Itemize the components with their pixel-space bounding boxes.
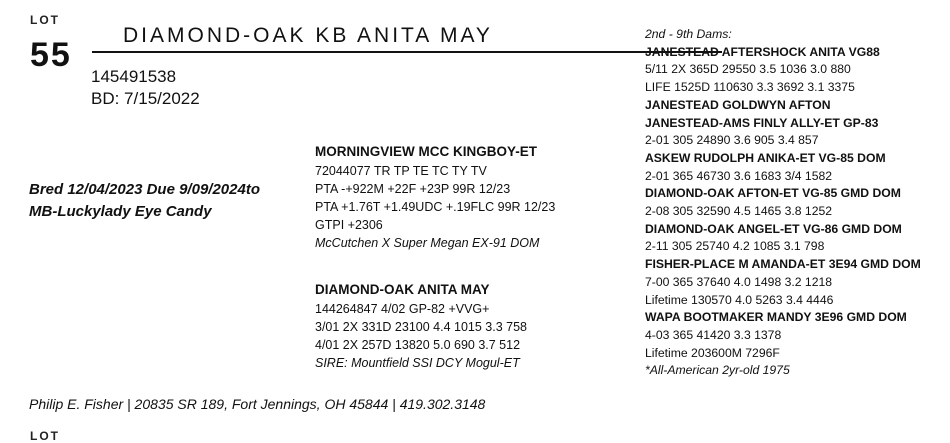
title-rule [92,51,722,53]
dam-line: 3/01 2X 331D 23100 4.4 1015 3.3 758 [315,320,527,334]
dam-entry-name: ASKEW RUDOLPH ANIKA-ET VG-85 DOM [645,150,886,165]
dam-block [315,280,527,372]
dam-entry-record: 7-00 365 37640 4.0 1498 3.2 1218 [645,274,833,289]
dam-entry-record: 2-11 305 25740 4.2 1085 3.1 798 [645,239,825,254]
bred-line-1: Bred 12/04/2023 Due 9/09/2024to [29,181,260,198]
dam-entry-record: Lifetime 203600M 7296F [645,345,780,360]
sire-line: GTPI +2306 [315,218,383,232]
dam-entry-record: 2-01 365 46730 3.6 1683 3/4 1582 [645,168,833,183]
sire-line: PTA +1.76T +1.49UDC +.19FLC 99R 12/23 [315,200,556,214]
dam-entry-name: JANESTEAD-AMS FINLY ALLY-ET GP-83 [645,115,879,130]
sire-line: 72044077 TR TP TE TC TY TV [315,164,487,178]
bred-info [29,179,260,223]
sire-pedigree: McCutchen X Super Megan EX-91 DOM [315,236,540,250]
dam-entry-name: DIAMOND-OAK ANGEL-ET VG-86 GMD DOM [645,221,902,236]
dams-block [645,26,921,380]
dam-entry-name: FISHER-PLACE M AMANDA-ET 3E94 GMD DOM [645,257,921,272]
dam-name: DIAMOND-OAK ANITA MAY [315,282,490,297]
lot-label: LOT [30,13,60,27]
dams-header: 2nd - 9th Dams: [645,27,732,41]
dam-line: 4/01 2X 257D 13820 5.0 690 3.7 512 [315,338,521,352]
registration-number: 145491538 [91,67,177,86]
dam-entry-name: JANESTEAD GOLDWYN AFTON [645,97,831,112]
animal-title: DIAMOND-OAK KB ANITA MAY [123,24,493,47]
dams-note: *All-American 2yr-old 1975 [645,363,790,378]
dam-entry-record: LIFE 1525D 110630 3.3 3692 3.1 3375 [645,80,855,95]
sire-name: MORNINGVIEW MCC KINGBOY-ET [315,144,537,159]
dam-entry-name: JANESTEAD AFTERSHOCK ANITA VG88 [645,44,880,59]
dam-entry-name: DIAMOND-OAK AFTON-ET VG-85 GMD DOM [645,186,901,201]
sire-block [315,142,555,252]
dam-sire: SIRE: Mountfield SSI DCY Mogul-ET [315,356,520,370]
dam-entry-name: WAPA BOOTMAKER MANDY 3E96 GMD DOM [645,310,907,325]
next-lot-label: LOT [30,429,60,443]
dam-line: 144264847 4/02 GP-82 +VVG+ [315,302,490,316]
bred-line-2: MB-Luckylady Eye Candy [29,203,212,220]
dam-entry-record: 5/11 2X 365D 29550 3.5 1036 3.0 880 [645,62,851,77]
consignor-contact: Philip E. Fisher | 20835 SR 189, Fort Jennings, OH 45844 | 419.302.3148 [29,396,486,412]
sire-line: PTA -+922M +22F +23P 99R 12/23 [315,182,511,196]
dam-entry-record: 4-03 365 41420 3.3 1378 [645,327,782,342]
dam-entry-record: Lifetime 130570 4.0 5263 3.4 4446 [645,292,834,307]
dam-entry-record: 2-01 305 24890 3.6 905 3.4 857 [645,133,819,148]
lot-number: 55 [30,36,72,74]
birth-date: BD: 7/15/2022 [91,89,200,108]
dam-entry-record: 2-08 305 32590 4.5 1465 3.8 1252 [645,204,833,219]
